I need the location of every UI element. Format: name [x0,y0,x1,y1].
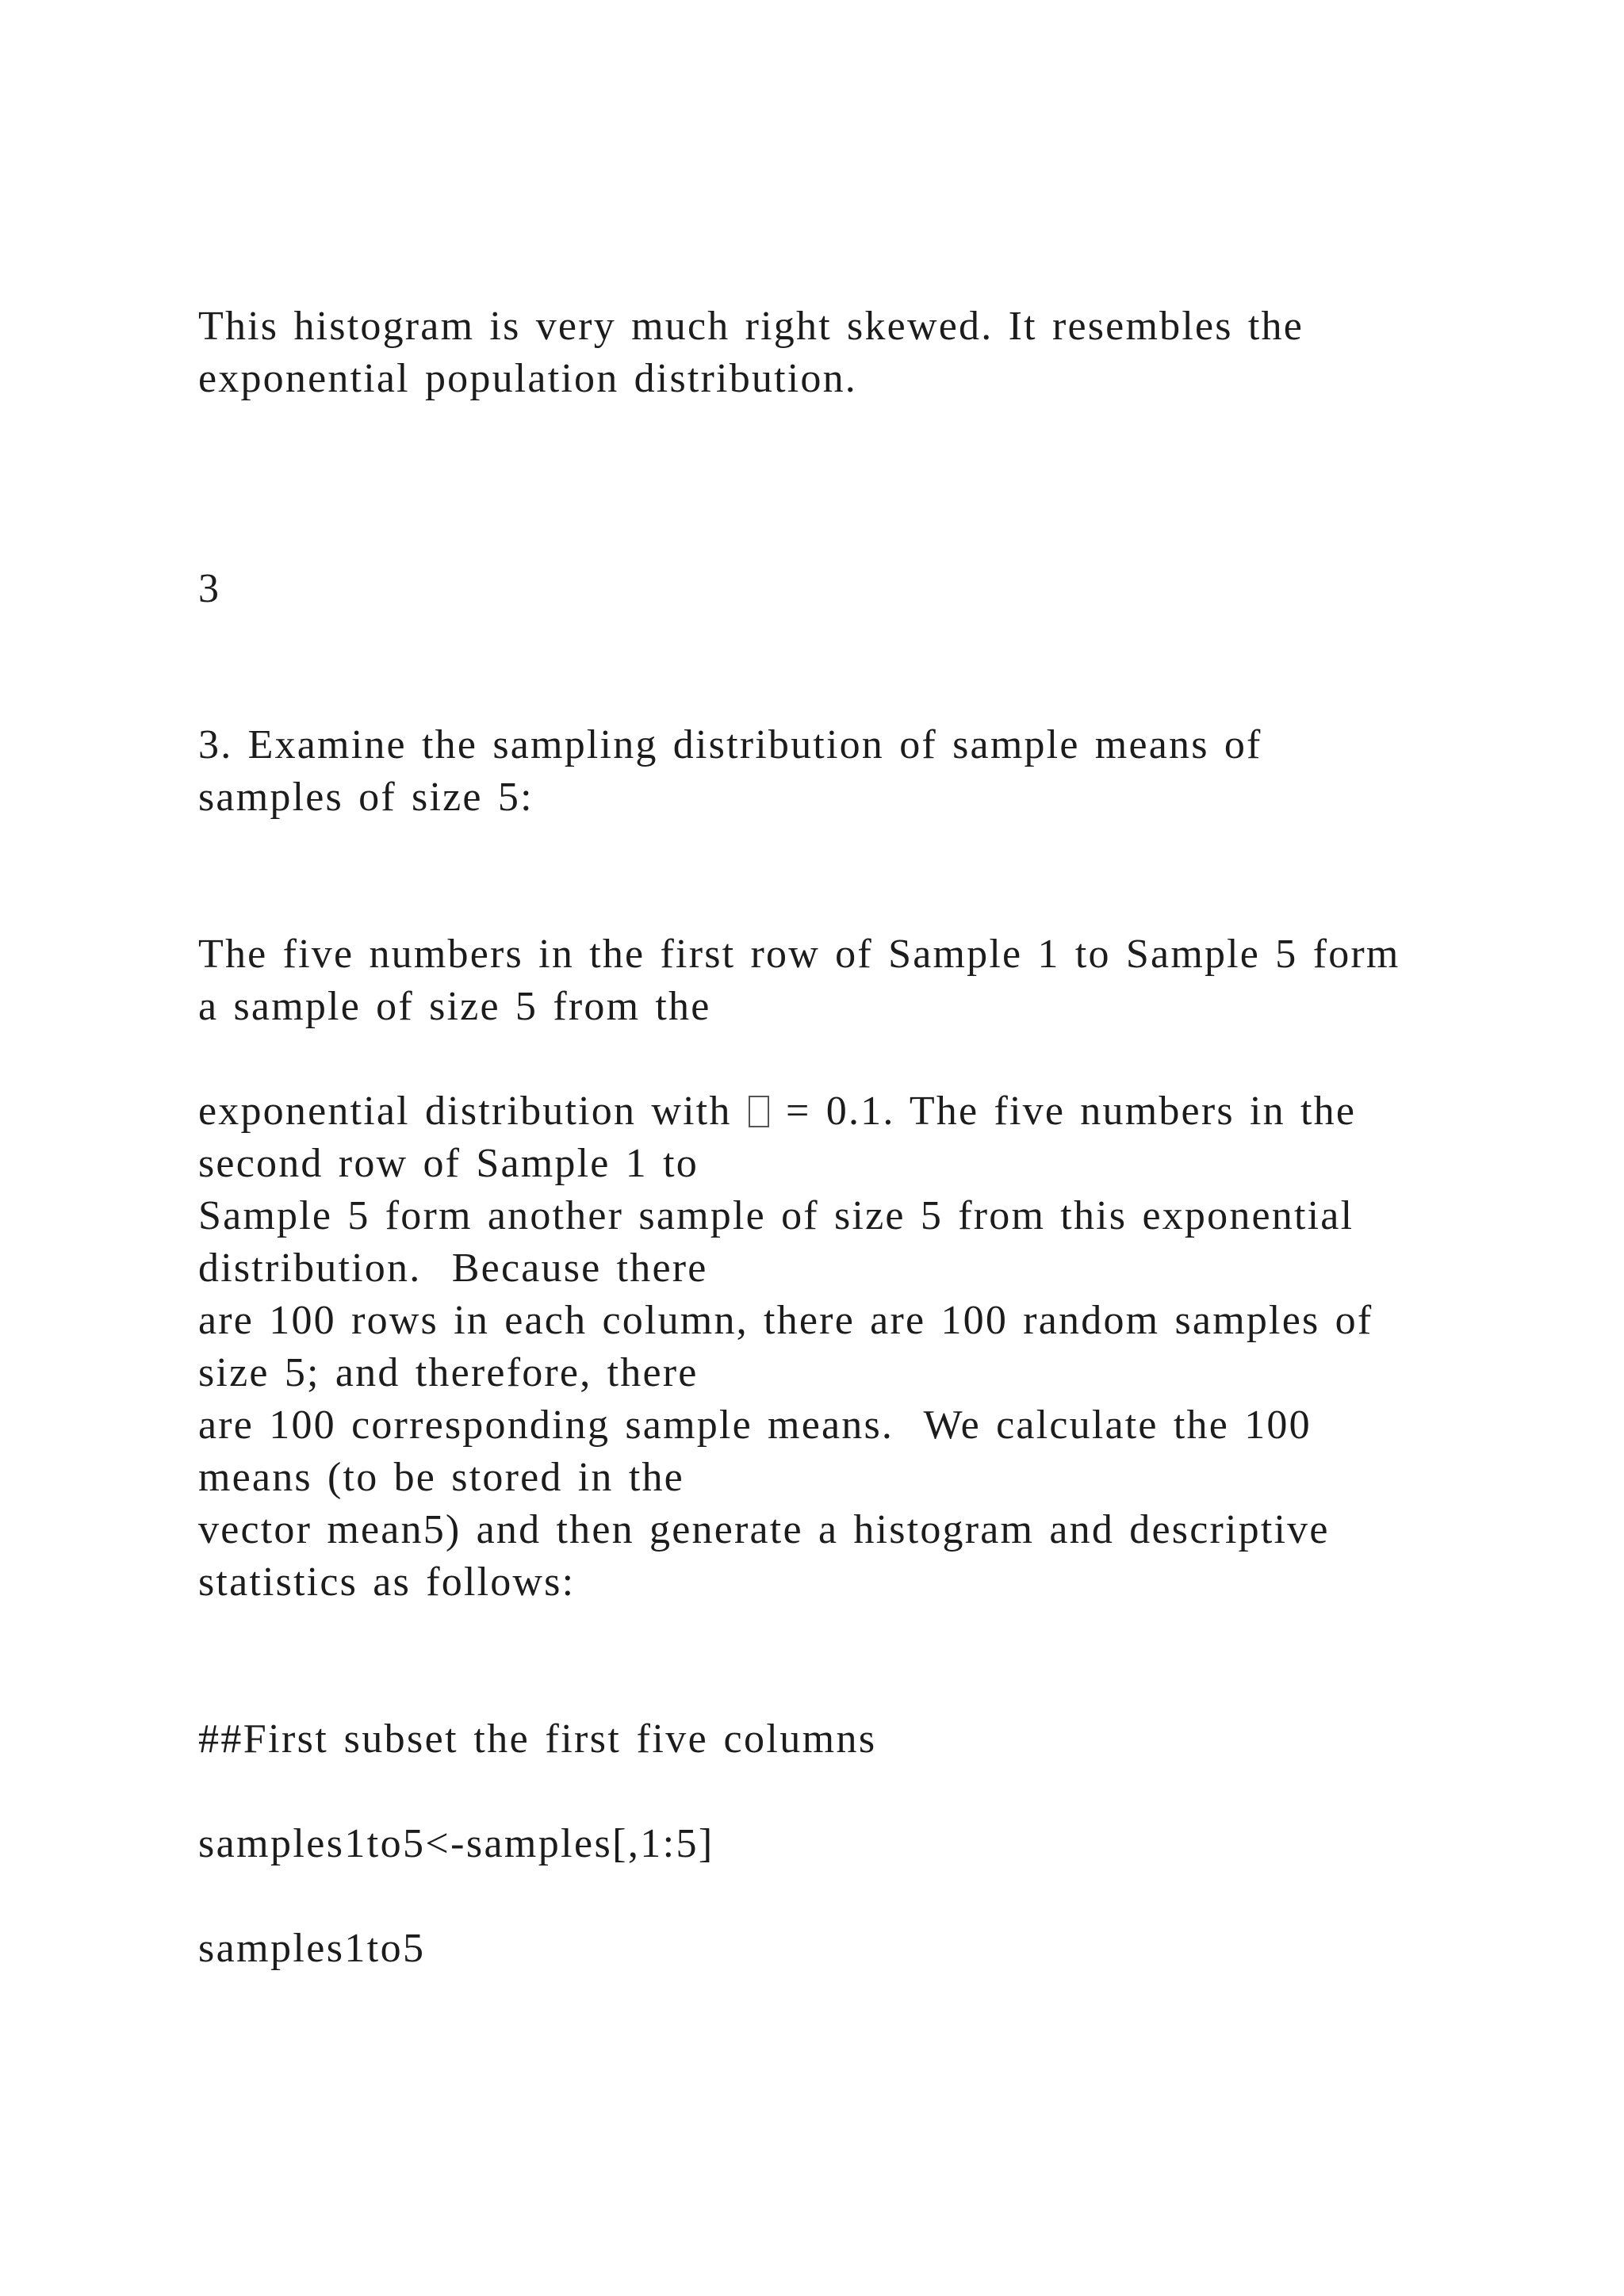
paragraph-line: means (to be stored in the [198,1455,684,1500]
code-line: samples1to5 [198,1926,426,1971]
text-segment: = 0.1. The five numbers in the [770,1089,1357,1134]
paragraph-line: statistics as follows: [198,1559,576,1605]
paragraph-line: a sample of size 5 from the [198,984,711,1029]
paragraph-line: are 100 corresponding sample means. We calculate the 100 [198,1402,1312,1448]
code-line: samples1to5<-samples[,1:5] [198,1821,714,1866]
missing-symbol-icon [749,1096,769,1127]
section-heading-line: 3. Examine the sampling distribution of sample means of [198,722,1262,767]
paragraph-line: This histogram is very much right skewed. It resembles the [198,304,1304,349]
text-segment: exponential distribution with [198,1089,747,1134]
paragraph-line: exponential population distribution. [198,356,857,401]
paragraph-line: second row of Sample 1 to [198,1141,699,1186]
paragraph-line: Sample 5 form another sample of size 5 from this exponential [198,1193,1354,1238]
code-comment: ##First subset the first five columns [198,1716,877,1762]
paragraph-line: size 5; and therefore, there [198,1350,699,1395]
paragraph-line: are 100 rows in each column, there are 100 random samples of [198,1298,1373,1343]
paragraph-line: The five numbers in the first row of Sample 1 to Sample 5 form [198,932,1400,977]
section-heading-line: samples of size 5: [198,775,534,820]
paragraph-line: distribution. Because there [198,1246,708,1291]
paragraph-line [198,1091,1356,1132]
page-number: 3 [198,566,221,611]
paragraph-line: vector mean5) and then generate a histogram and descriptive [198,1507,1330,1552]
